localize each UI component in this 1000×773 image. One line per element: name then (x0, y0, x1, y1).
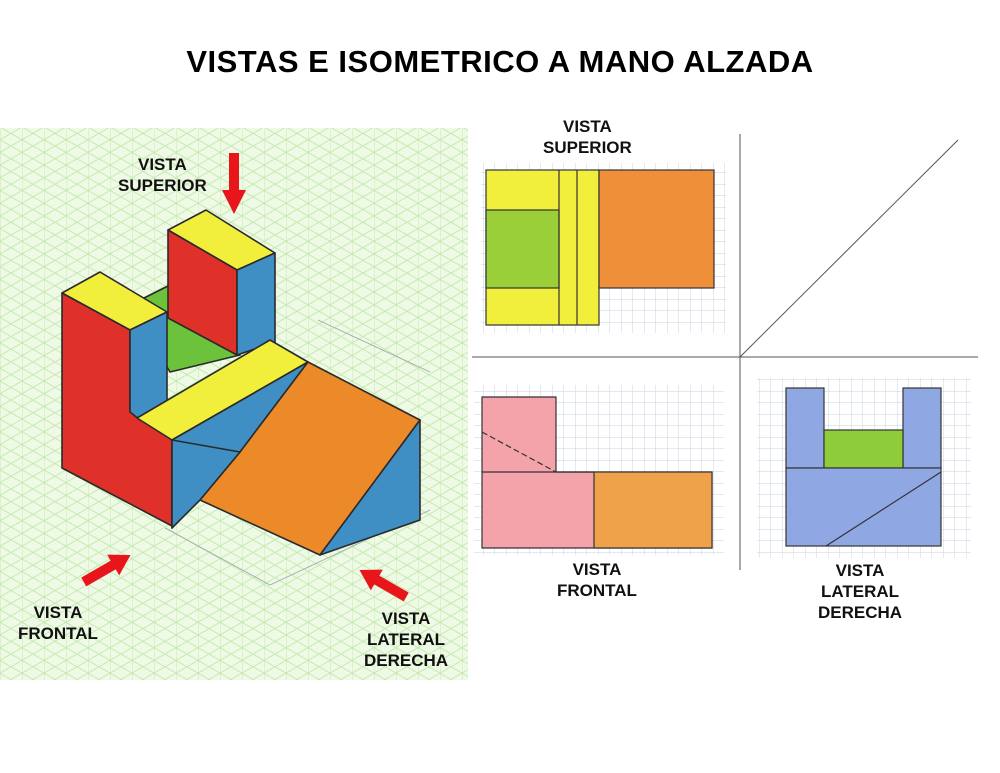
front-view (474, 385, 724, 555)
iso-label-lateral: VISTA LATERAL DERECHA (364, 609, 449, 670)
iso-label-frontal: VISTA FRONTAL (18, 603, 98, 643)
side-view (757, 378, 971, 558)
iso-label-superior: VISTA SUPERIOR (118, 155, 207, 195)
view-label-frontal: VISTA FRONTAL (557, 560, 637, 600)
view-label-superior: VISTA SUPERIOR (543, 117, 632, 157)
view-label-lateral: VISTA LATERAL DERECHA (818, 561, 903, 622)
page-title: VISTAS E ISOMETRICO A MANO ALZADA (186, 44, 814, 79)
top-view (481, 163, 726, 333)
